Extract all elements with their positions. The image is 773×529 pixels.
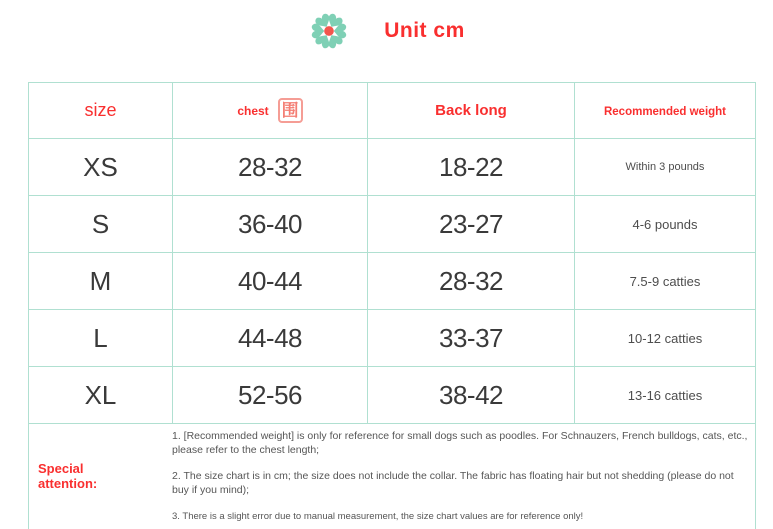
cell-weight: Within 3 pounds (575, 139, 756, 196)
note-1: 1. [Recommended weight] is only for reference for small dogs such as poodles. For Schnauzers, French bulldogs, cats, etc., please refer to the chest length; (172, 430, 748, 456)
cell-weight: 10-12 catties (575, 310, 756, 367)
header-recommended-weight: Recommended weight (603, 105, 727, 118)
cell-weight: 13-16 catties (575, 367, 756, 424)
cell-size: L (29, 310, 173, 367)
note-3: 3. There is a slight error due to manual measurement, the size chart values are for reference only! (172, 510, 584, 522)
cell-back: 28-32 (368, 253, 575, 310)
cell-back: 18-22 (368, 139, 575, 196)
cell-weight: 7.5-9 catties (575, 253, 756, 310)
notes-list (144, 430, 751, 523)
table-row-xs (29, 139, 756, 196)
note-2: 2. The size chart is in cm; the size does not include the collar. The fabric has floating hair but not shedding (please do not buy if you mind); (172, 470, 734, 496)
table-row-s (29, 196, 756, 253)
cell-size: M (29, 253, 173, 310)
cell-size: XS (29, 139, 173, 196)
special-attention-row (29, 424, 756, 529)
cell-size: XL (29, 367, 173, 424)
cell-chest: 44-48 (173, 310, 368, 367)
cell-weight: 4-6 pounds (575, 196, 756, 253)
table-header-row (29, 83, 756, 139)
cell-chest: 40-44 (173, 253, 368, 310)
flower-icon (308, 10, 350, 52)
unit-title: Unit cm (384, 19, 465, 42)
header-size: size (84, 100, 117, 120)
title-row (0, 0, 773, 53)
size-chart-table (28, 82, 756, 529)
chest-girth-stamp-icon: 围 (278, 98, 303, 124)
header-chest: chest (237, 103, 269, 118)
cell-size: S (29, 196, 173, 253)
table-row-xl (29, 367, 756, 424)
special-attention-label: Special attention: (38, 461, 98, 492)
cell-back: 38-42 (368, 367, 575, 424)
cell-back: 33-37 (368, 310, 575, 367)
table-row-l (29, 310, 756, 367)
cell-chest: 36-40 (173, 196, 368, 253)
cell-chest: 52-56 (173, 367, 368, 424)
cell-back: 23-27 (368, 196, 575, 253)
cell-chest: 28-32 (173, 139, 368, 196)
table-row-m (29, 253, 756, 310)
header-back-long: Back long (435, 101, 507, 119)
